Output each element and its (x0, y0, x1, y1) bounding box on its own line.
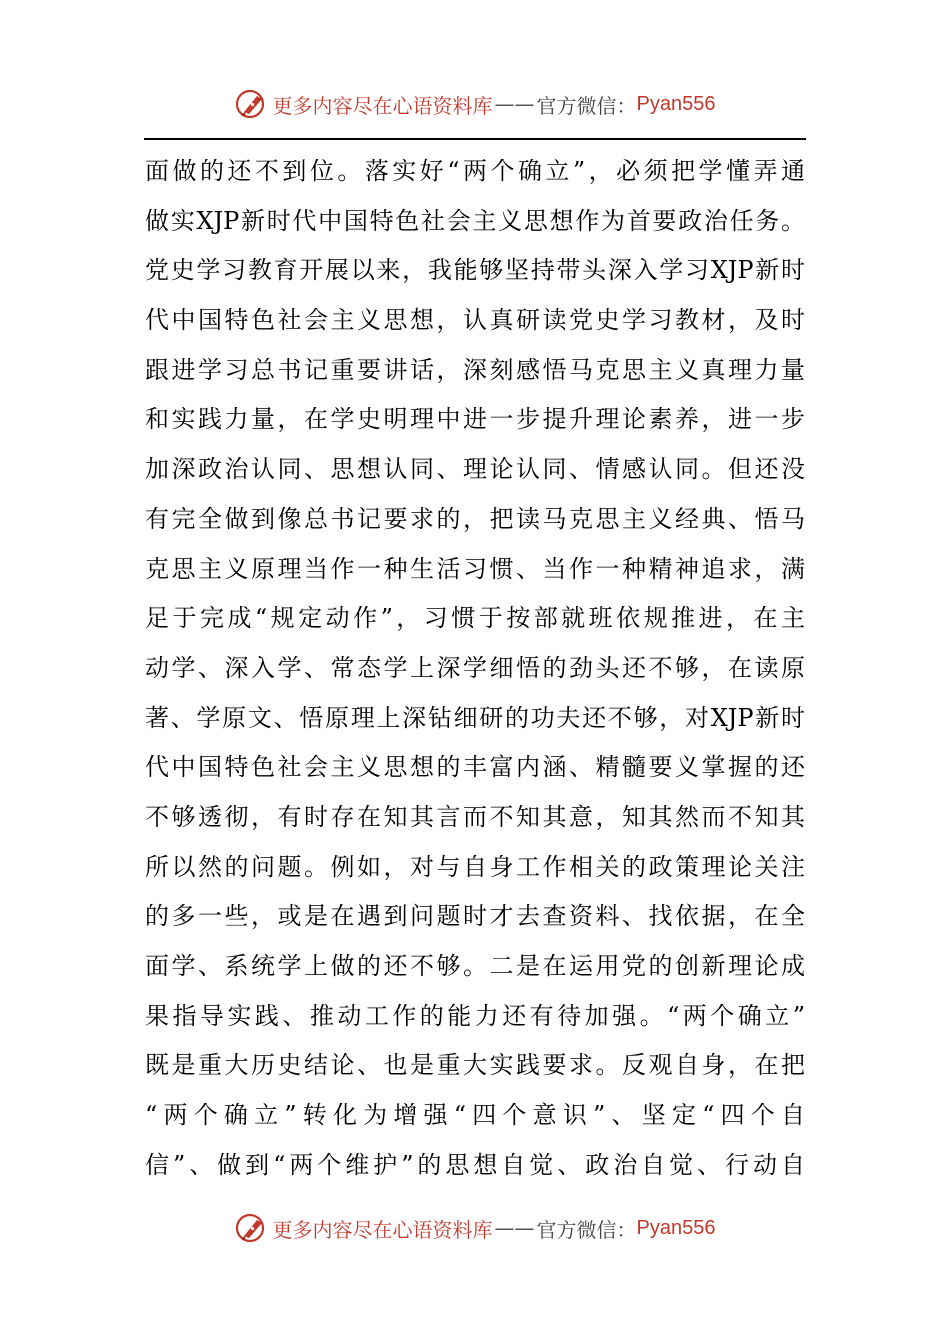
text-line: 足于完成“规定动作”，习惯于按部就班依规推进，在主 (145, 604, 805, 633)
header-divider (144, 138, 806, 140)
banner-wechat-label: 官方微信： (536, 93, 637, 118)
text-line: 有完全做到像总书记要求的，把读马克思主义经典、悟马 (145, 504, 805, 533)
document-body (145, 147, 805, 1190)
text-line: 既是重大历史结论、也是重大实践要求。反观自身，在把 (145, 1051, 805, 1080)
text-line: 和实践力量，在学史明理中进一步提升理论素养，进一步 (145, 405, 805, 434)
text-line: 著、学原文、悟原理上深钻细研的功夫还不够，对XJP新时 (145, 703, 805, 732)
text-line: 党史学习教育开展以来，我能够坚持带头深入学习XJP新时 (145, 256, 805, 285)
header-banner (0, 84, 950, 124)
banner-separator: —— (494, 92, 535, 116)
pen-nib-logo-icon (235, 87, 269, 121)
banner-wechat-id: Pyan556 (636, 92, 716, 115)
banner-separator: —— (494, 1216, 535, 1240)
text-line: 信”、做到“两个维护”的思想自觉、政治自觉、行动自 (145, 1150, 805, 1179)
text-line: 代中国特色社会主义思想，认真研读党史学习教材，及时 (145, 306, 805, 335)
text-line: 面学、系统学上做的还不够。二是在运用党的创新理论成 (145, 952, 805, 980)
text-line: 克思主义原理当作一种生活习惯、当作一种精神追求，满 (145, 554, 805, 583)
text-line: 的多一些，或是在遇到问题时才去查资料、找依据，在全 (145, 902, 805, 931)
text-line: 果指导实践、推动工作的能力还有待加强。“两个确立” (145, 1001, 805, 1030)
text-line: 代中国特色社会主义思想的丰富内涵、精髓要义掌握的还 (145, 753, 805, 782)
text-line: 面做的还不到位。落实好“两个确立”，必须把学懂弄通 (145, 157, 805, 185)
banner-wechat-id: Pyan556 (636, 1216, 716, 1239)
text-line: 动学、深入学、常态学上深学细悟的劲头还不够，在读原 (145, 653, 805, 682)
text-line: 做实XJP新时代中国特色社会主义思想作为首要政治任务。 (145, 206, 805, 235)
text-line: 不够透彻，有时存在知其言而不知其意，知其然而不知其 (145, 802, 805, 831)
text-line: 所以然的问题。例如，对与自身工作相关的政策理论关注 (145, 852, 805, 881)
text-line: 加深政治认同、思想认同、理论认同、情感认同。但还没 (145, 455, 805, 484)
pen-nib-logo-icon (235, 1211, 269, 1245)
banner-text: 更多内容尽在心语资料库 (272, 93, 493, 118)
banner-wechat-label: 官方微信： (536, 1217, 637, 1242)
banner-text: 更多内容尽在心语资料库 (272, 1217, 493, 1242)
text-line: “两个确立”转化为增强“四个意识”、坚定“四个自 (145, 1101, 805, 1130)
footer-banner (0, 1208, 950, 1248)
text-line: 跟进学习总书记重要讲话，深刻感悟马克思主义真理力量 (145, 355, 805, 384)
